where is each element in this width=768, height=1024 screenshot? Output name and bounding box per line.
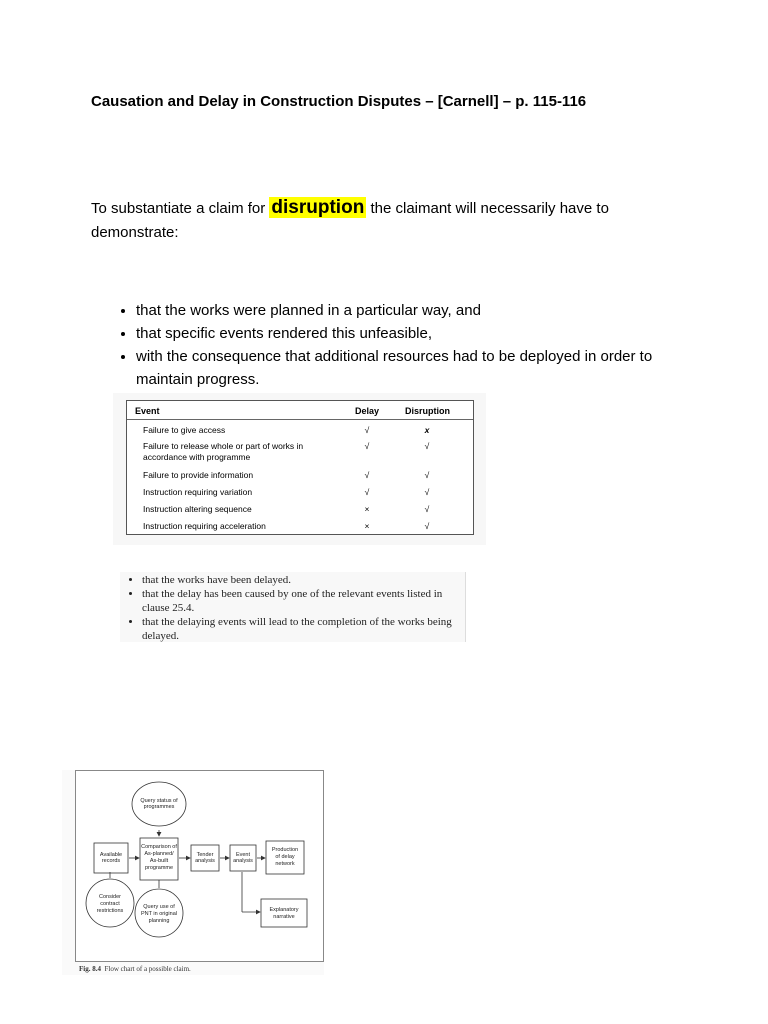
delay-cell: × — [364, 504, 370, 514]
disruption-cell: √ — [424, 504, 430, 514]
comparison-label-1: Comparison of — [141, 844, 177, 850]
explanatory-node — [261, 899, 307, 927]
delay-cell: √ — [364, 487, 370, 497]
production-label-2: of delay — [275, 854, 295, 860]
list-item: • that the works were planned in a particular way, and — [136, 299, 696, 322]
disruption-cell: √ — [424, 521, 430, 531]
flowchart-figure — [62, 770, 324, 975]
list-item: • that the delay has been caused by one of the relevant events listed in clause 25.4. — [142, 587, 462, 615]
scanned-bullet-excerpt — [120, 572, 466, 642]
query-use-label-1: Query use of — [143, 904, 175, 910]
highlighted-word: disruption — [271, 197, 365, 218]
comparison-label-3: As-built — [149, 858, 169, 864]
event-cell: Instruction altering sequence — [143, 504, 252, 514]
query-status-label-1: Query status of — [140, 798, 178, 804]
figure-caption — [79, 965, 191, 973]
consider-label-3: restrictions — [96, 908, 124, 914]
intro-after: the claimant will necessarily have to demonstrate: — [91, 200, 609, 241]
query-use-label-3: planning — [148, 918, 170, 924]
event-table — [126, 400, 474, 535]
delay-cell: √ — [364, 441, 370, 451]
figure-caption-text: Flow chart of a possible claim. — [104, 965, 191, 973]
header-event: Event — [135, 406, 160, 416]
available-records-label-2: records — [101, 858, 121, 864]
delay-cell: √ — [364, 470, 370, 480]
event-label-2: analysis — [233, 858, 253, 864]
disruption-cell: √ — [424, 470, 430, 480]
consider-label-1: Consider — [98, 894, 122, 900]
header-delay: Delay — [355, 406, 380, 416]
delay-cell: × — [364, 521, 370, 531]
query-use-label-2: PNT in original — [141, 911, 177, 917]
production-label-1: Production — [271, 847, 299, 853]
list-item: • that specific events rendered this unfeasible, — [136, 322, 696, 345]
list-item: • that the works have been delayed. — [142, 573, 462, 587]
list-item: • with the consequence that additional resources had to be deployed in order to maintain progress. — [136, 345, 696, 391]
bullet-list — [106, 299, 696, 391]
event-cell: Failure to provide information — [143, 470, 254, 480]
disruption-cell: √ — [424, 487, 430, 497]
event-cell: Failure to release whole or part of works in accordance with programme — [143, 441, 304, 462]
flowchart-frame — [75, 770, 324, 962]
flowchart-svg — [76, 771, 323, 961]
event-cell: Failure to give access — [143, 425, 226, 435]
intro-paragraph — [91, 196, 671, 245]
tender-label-1: Tender — [196, 852, 214, 858]
event-cell: Instruction requiring variation — [143, 487, 253, 497]
explanatory-label-1: Explanatory — [269, 907, 299, 913]
event-table-image — [113, 393, 486, 545]
figure-caption-label: Fig. 8.4 — [79, 965, 101, 973]
delay-cell: √ — [364, 425, 370, 435]
event-cell: Instruction requiring acceleration — [143, 521, 266, 531]
available-records-label-1: Available — [99, 852, 123, 858]
production-label-3: network — [275, 861, 295, 867]
page-title: Causation and Delay in Construction Disputes – [Carnell] – p. 115-116 — [91, 93, 587, 110]
disruption-cell: x — [424, 425, 430, 435]
comparison-label-2: As-planned/ — [144, 851, 174, 857]
comparison-label-4: programme — [144, 865, 174, 871]
intro-before: To substantiate a claim for — [91, 200, 270, 217]
tender-label-2: analysis — [195, 858, 215, 864]
explanatory-label-2: narrative — [273, 914, 295, 920]
consider-label-2: contract — [100, 901, 120, 907]
header-disruption: Disruption — [405, 406, 450, 416]
disruption-cell: √ — [424, 441, 430, 451]
list-item: • that the delaying events will lead to the completion of the works being delayed. — [142, 615, 462, 643]
table-header — [127, 401, 473, 420]
event-label-1: Event — [235, 852, 251, 858]
query-status-label-2: programmes — [143, 804, 175, 810]
